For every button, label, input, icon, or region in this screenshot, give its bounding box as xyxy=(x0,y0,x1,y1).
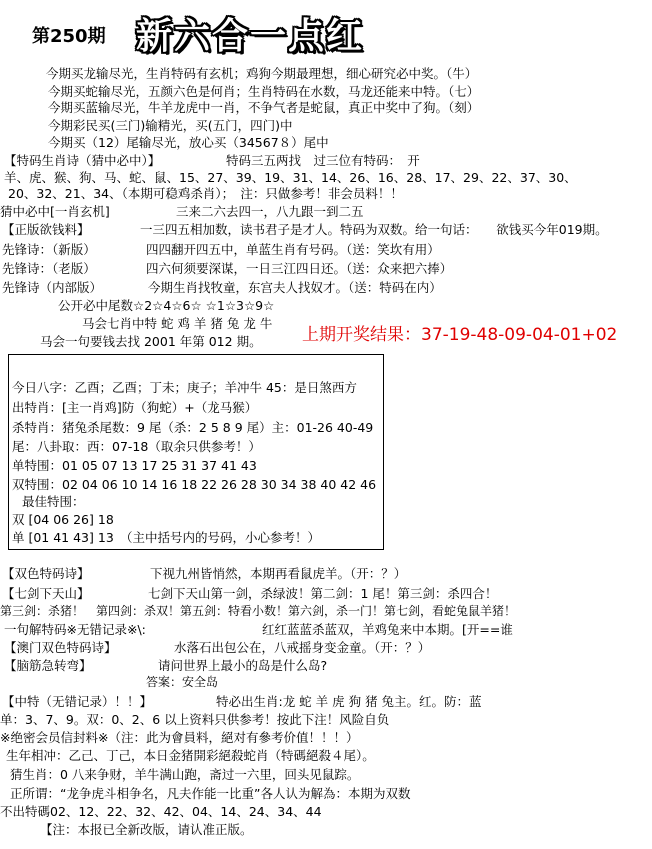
section-text: 特码三五两找 过三位有特码： 开 xyxy=(226,153,420,168)
quiz-answer: 答案：安全岛 xyxy=(146,675,219,689)
box-line: 双 [04 06 26] 18 xyxy=(12,512,114,527)
section-title: 【七剑下天山】 xyxy=(2,586,90,601)
ma-hui-line: 马会一句要钱去找 2001 年第 012 期。 xyxy=(40,334,262,349)
poem-label: 先锋诗：（老版） xyxy=(2,261,96,276)
section-text: 猜中必中[一肖玄机] xyxy=(0,204,110,219)
section-title: 一句解特码※无错记录※\: xyxy=(4,622,146,637)
footer-note: 【注：本报已全新改版，请认准正版。 xyxy=(40,822,253,837)
section-title: 【中特（无错记录）！！】 xyxy=(2,694,153,709)
last-result xyxy=(302,320,617,345)
tail-numbers: 公开必中尾数☆2☆4☆6☆ ☆1☆3☆9☆ xyxy=(58,298,275,313)
section-text: 羊、虎、猴、狗、马、蛇、鼠、15、27、39、19、31、14、26、16、28、17、29、22、37、30、 xyxy=(4,170,577,185)
intro-line: 今期彩民买(三门)输精光，买(五门，四门)中 xyxy=(48,118,293,133)
poem-text: 四四翻开四五中，单蓝生肖有号码。（送：笑坎有用） xyxy=(146,242,440,257)
box-line: 单 [01 41 43] 13 （主中括号内的号码，小心参考！） xyxy=(12,530,321,545)
box-line: 单特围：01 05 07 13 17 25 31 37 41 43 xyxy=(12,458,257,473)
section-text: 一三四五相加数，读书君子是才人。特码为双数。给一句话： 欲钱买今年019期。 xyxy=(140,222,608,237)
section-text: 正所谓：“龙争虎斗相争名，凡夫作能一比重”各人认为解為：本期为双数 xyxy=(10,786,411,801)
section-text: ※绝密会员信封料※（注：此为會員料，絕对有參考价值！！！） xyxy=(0,730,359,745)
section-text: 第三剑：杀猪！ 第四剑：杀双！第五剑：特看小数！第六剑，杀一门！第七剑，看蛇兔鼠羊猪！ xyxy=(0,604,517,618)
ma-hui-line: 马会七肖中特 蛇 鸡 羊 猪 兔 龙 牛 xyxy=(82,316,273,331)
box-line: 杀特肖：猪兔杀尾数：9 尾（杀：2 5 8 9 尾）主：01-26 40-49 xyxy=(12,420,374,435)
section-text: 三来二六去四一，八九跟一到二五 xyxy=(176,204,364,219)
box-line: 出特肖：[主一肖鸡]防（狗蛇）+（龙马猴） xyxy=(12,400,258,415)
poem-text: 四六何须要深谋，一日三江四日还。（送：众来把六捧） xyxy=(146,261,453,276)
intro-line: 今期买蛇输尽光，五颜六色是何肖；生肖特码在水数，马龙还能来中特。（七） xyxy=(48,84,480,99)
result-numbers: 37-19-48-09-04-01+02 xyxy=(421,325,618,345)
box-line: 双特围：02 04 06 10 14 16 18 22 26 28 30 34 38 40 42 46 xyxy=(12,477,377,492)
issue-number: 第250期 xyxy=(32,26,106,47)
section-title: 【双色特码诗】 xyxy=(2,566,90,581)
result-label: 上期开奖结果： xyxy=(302,325,421,345)
section-text: 请问世界上最小的岛是什么岛? xyxy=(158,658,328,673)
section-text: 20、32、21、34、（本期可稳鸡杀肖）； 注：只做参考！非会员料！！ xyxy=(8,186,403,201)
intro-line: 今期买（12）尾输尽光，放心买（34567８）尾中 xyxy=(48,135,329,150)
intro-line: 今期买蓝输尽光，牛羊龙虎中一肖，不争气者是蛇鼠，真正中奖中了狗。（刻） xyxy=(48,100,480,115)
page-title: 新六合一点红 xyxy=(136,15,365,57)
box-line: 尾：八卦取：西：07-18（取余只供参考！） xyxy=(12,439,261,454)
section-text: 七剑下天山第一剑，杀绿波！第二剑：1 尾！第三剑：杀四合！ xyxy=(148,586,498,601)
section-text: 水落石出包公在，八戒摇身变金童。（开：？） xyxy=(174,640,431,655)
section-title: 【脑筋急转弯】 xyxy=(4,658,92,673)
section-title: 【澳门双色特码诗】 xyxy=(4,640,117,655)
section-text: 特必出生肖:龙 蛇 羊 虎 狗 猪 兔主。红。防：蓝 xyxy=(216,694,482,709)
section-text: 生年相冲：乙己、丁己，本日金猪開彩絕殺蛇肖（特碼絕殺４尾）。 xyxy=(6,748,375,763)
poem-text: 今期生肖找牧童，东宫夫人找奴才。（送：特码在内） xyxy=(148,280,442,295)
section-text: 不出特碼02、12、22、32、42、04、14、24、34、44 xyxy=(0,804,322,819)
intro-line: 今期买龙输尽光，生肖特码有玄机；鸡狗今期最理想，细心研究必中奖。（牛） xyxy=(46,66,478,81)
section-text: 猜生肖：0 八来争财，羊牛满山跑，斋过一六里，回头见鼠踪。 xyxy=(10,767,360,782)
poem-label: 先锋诗：（新版） xyxy=(2,242,96,257)
box-line: 今日八字：乙酉；乙酉；丁未；庚子；羊冲牛 45：是日煞西方 xyxy=(12,380,357,395)
section-text: 红红蓝蓝杀蓝双，羊鸡兔来中本期。[开==谁 xyxy=(262,622,513,637)
section-title: 【特码生肖诗（猜中必中）】 xyxy=(4,153,161,168)
poem-label: 先锋诗（内部版） xyxy=(2,280,103,295)
section-title: 【正版欲钱料】 xyxy=(2,222,90,237)
section-text: 下视九州皆悄然，本期再看鼠虎羊。（开：？） xyxy=(150,566,407,581)
box-line: 最佳特围： xyxy=(22,494,85,509)
section-text: 单：3、7、9。双：0、2、6 以上资料只供参考！按此下注！风险自负 xyxy=(0,712,390,727)
